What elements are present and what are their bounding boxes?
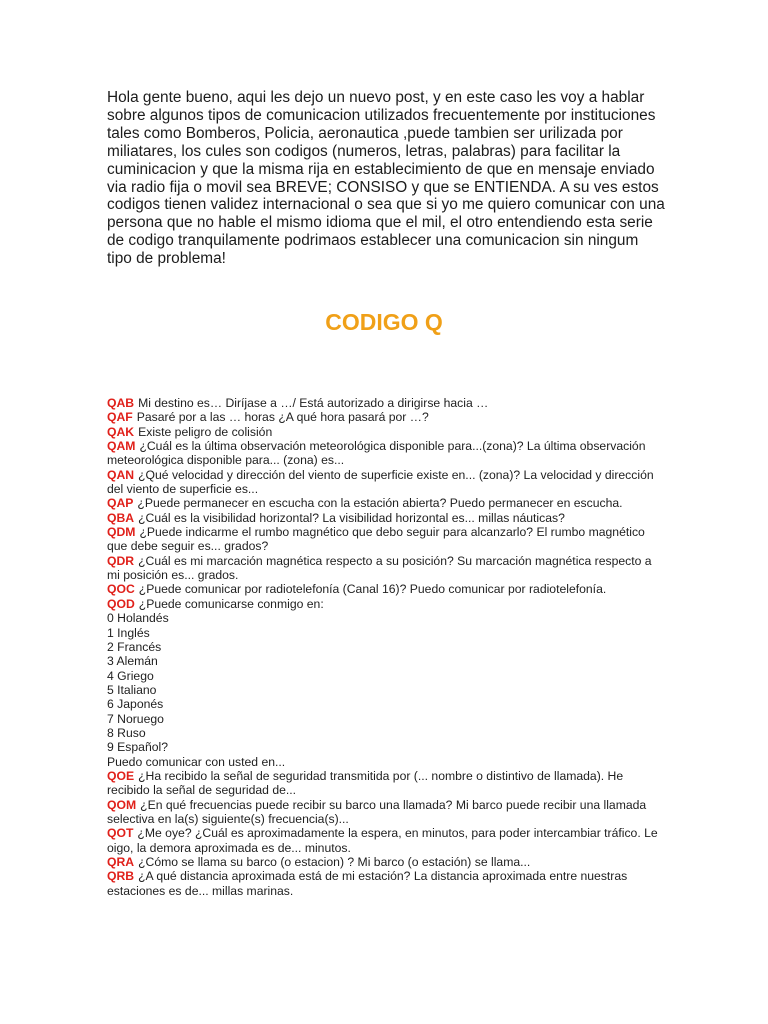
- q-code-meaning: ¿Ha recibido la señal de seguridad transmitida por (... nombre o distintivo de llamada). He recibido la señal de seguridad de...: [107, 768, 624, 798]
- q-code-entry: [107, 855, 667, 869]
- q-code-meaning: 2 Francés: [107, 639, 162, 654]
- q-code-label: QOT: [107, 826, 134, 841]
- q-code-label: QOC: [107, 582, 135, 597]
- q-code-meaning: ¿Cuál es mi marcación magnética respecto a su posición? Su marcación magnética respecto a mi posición es... grados.: [107, 553, 652, 583]
- intro-paragraph: Hola gente bueno, aqui les dejo un nuevo post, y en este caso les voy a hablar sobre algunos tipos de comunicacion utilizados frecuentemente por instituciones tales como Bomberos, Policia, aeronautica ,puede tambien ser urilizada por miliatares, los cules son codigos (numeros, letras, palabras) para facilitar la cuminicacion y que la misma rija en establecimiento de que en mensaje enviado via radio fija o movil sea BREVE; CONSISO y que se ENTIENDA. A su ves estos codigos tienen validez internacional o sea que si yo me quiero comunicar con una persona que no hable el mismo idioma que el mil, el otro entendiendo esta serie de codigo tranquilamente podrimaos establecer una comunicacion sin ningum tipo de problema!: [107, 89, 665, 268]
- q-code-label: QAB: [107, 396, 135, 410]
- q-code-entry: [107, 869, 667, 898]
- q-code-meaning: ¿Qué velocidad y dirección del viento de superficie existe en... (zona)? La velocidad y dirección del viento de superficie es...: [107, 467, 654, 497]
- q-code-meaning: ¿Cómo se llama su barco (o estacion) ? Mi barco (o estación) se llama...: [138, 855, 531, 869]
- q-code-entry: [107, 582, 667, 596]
- q-code-meaning: ¿Puede comunicar por radiotelefonía (Canal 16)? Puedo comunicar por radiotelefonía.: [138, 582, 607, 597]
- q-code-list: [107, 396, 667, 898]
- q-code-meaning: ¿Puede comunicarse conmigo en:: [138, 596, 324, 611]
- q-code-meaning: Puedo comunicar con usted en...: [107, 754, 286, 769]
- q-code-label: QAN: [107, 467, 135, 482]
- q-code-meaning: 4 Griego: [107, 668, 154, 683]
- q-code-meaning: 3 Alemán: [107, 654, 158, 669]
- q-code-entry: [107, 640, 667, 654]
- q-code-meaning: ¿A qué distancia aproximada está de mi estación? La distancia aproximada entre nuestras estaciones es de... millas marinas.: [107, 869, 628, 898]
- q-code-meaning: Pasaré por a las … horas ¿A qué hora pasará por …?: [136, 410, 429, 425]
- q-code-label: QAF: [107, 410, 133, 425]
- q-code-entry: [107, 597, 667, 611]
- q-code-meaning: ¿En qué frecuencias puede recibir su barco una llamada? Mi barco puede recibir una llamada selectiva en la(s) siguiente(s) frecuencia(s)...: [107, 797, 647, 826]
- q-code-meaning: 5 Italiano: [107, 682, 157, 697]
- q-code-entry: [107, 496, 667, 510]
- q-code-entry: [107, 626, 667, 640]
- q-code-label: QAM: [107, 439, 136, 454]
- q-code-entry: [107, 525, 667, 554]
- q-code-entry: [107, 726, 667, 740]
- q-code-entry: [107, 798, 667, 827]
- q-code-label: QRA: [107, 855, 135, 869]
- q-code-meaning: ¿Me oye? ¿Cuál es aproximadamente la espera, en minutos, para poder intercambiar tráfico. Le oigo, la demora aproximada es de... minutos.: [107, 826, 658, 855]
- q-code-entry: [107, 425, 667, 439]
- page-title: CODIGO Q: [325, 309, 443, 335]
- q-code-label: QOM: [107, 797, 137, 812]
- q-code-entry: [107, 826, 667, 855]
- q-code-meaning: 7 Noruego: [107, 711, 164, 726]
- q-code-entry: [107, 712, 667, 726]
- q-code-label: QDR: [107, 553, 135, 568]
- q-code-meaning: 6 Japonés: [107, 697, 164, 712]
- q-code-entry: [107, 410, 667, 424]
- q-code-meaning: ¿Cuál es la visibilidad horizontal? La visibilidad horizontal es... millas náuticas?: [138, 510, 565, 525]
- q-code-entry: [107, 755, 667, 769]
- q-code-entry: [107, 769, 667, 798]
- q-code-entry: [107, 396, 667, 410]
- q-code-label: QDM: [107, 525, 136, 540]
- q-code-label: QOD: [107, 596, 135, 611]
- q-code-label: QRB: [107, 869, 135, 884]
- q-code-label: QBA: [107, 510, 135, 525]
- q-code-label: QAK: [107, 424, 135, 439]
- q-code-entry: [107, 554, 667, 583]
- q-code-label: QOE: [107, 768, 135, 783]
- q-code-entry: [107, 611, 667, 625]
- q-code-entry: [107, 669, 667, 683]
- q-code-meaning: ¿Puede indicarme el rumbo magnético que debo seguir para alcanzarlo? El rumbo magnético que debe seguir es... grados?: [107, 525, 645, 554]
- q-code-label: QAP: [107, 496, 134, 511]
- q-code-meaning: Existe peligro de colisión: [138, 424, 273, 439]
- q-code-meaning: 8 Ruso: [107, 725, 146, 740]
- q-code-entry: [107, 683, 667, 697]
- q-code-entry: [107, 740, 667, 754]
- q-code-entry: [107, 468, 667, 497]
- q-code-entry: [107, 654, 667, 668]
- q-code-entry: [107, 439, 667, 468]
- q-code-entry: [107, 511, 667, 525]
- q-code-meaning: 9 Español?: [107, 740, 168, 755]
- q-code-meaning: Mi destino es… Diríjase a …/ Está autorizado a dirigirse hacia …: [138, 396, 489, 410]
- q-code-meaning: 0 Holandés: [107, 611, 169, 626]
- q-code-entry: [107, 697, 667, 711]
- q-code-meaning: ¿Cuál es la última observación meteorológica disponible para...(zona)? La última observación meteorológica disponible para... (zona) es...: [107, 439, 646, 468]
- q-code-meaning: ¿Puede permanecer en escucha con la estación abierta? Puedo permanecer en escucha.: [137, 496, 623, 511]
- q-code-meaning: 1 Inglés: [107, 625, 150, 640]
